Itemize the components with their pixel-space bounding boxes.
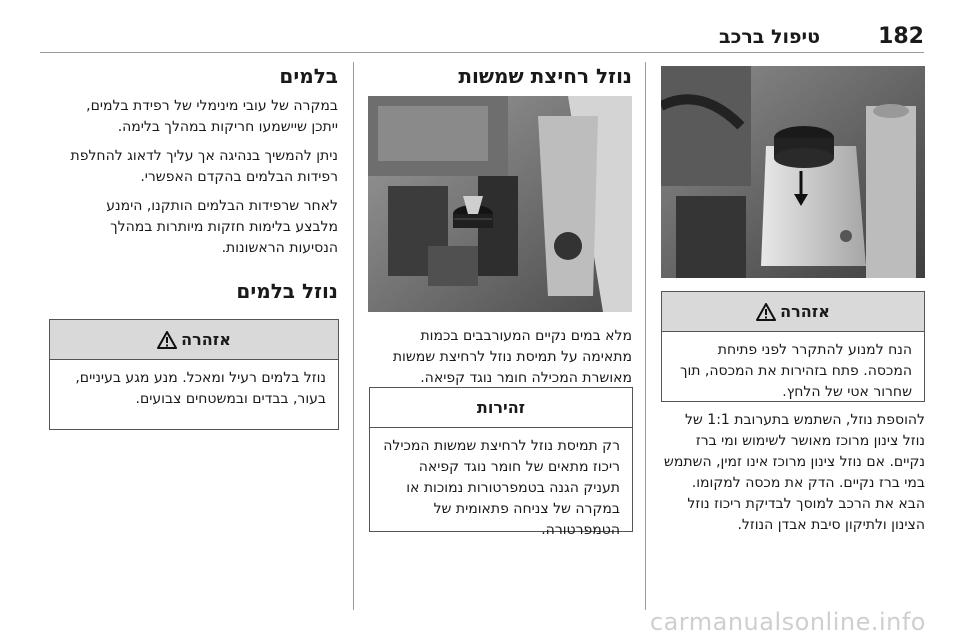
warning-text: נוזל בלמים רעיל ומאכל. מנע מגע בעיניים, בעור, בבדים ובמשטחים צבועים. [75, 370, 326, 407]
brakes-paragraph-3: לאחר שרפידות הבלמים הותקנו, הימנע מלבצע בלימות חזקות מיותרות במהלך הנסיעות הראשונות. [106, 198, 338, 256]
watermark: carmanualsonline.info [649, 608, 926, 636]
column-divider-right [353, 62, 354, 610]
caution-title: זהירות [476, 398, 526, 417]
caution-text: רק תמיסת נוזל לרחיצת שמשות המכילה ריכוז מתאים של חומר נוגד קפיאה תעניק הגנה בטמפרטורות נמוכות או במקרה של צניחה פתאומית של הטמפרטורה. [383, 438, 620, 538]
coolant-reservoir-photo [661, 66, 925, 278]
washer-reservoir-photo [368, 96, 632, 312]
brakes-paragraph-1: במקרה של עובי מינימלי של רפידת בלמים, ייתכן שיישמעו חריקות במהלך בלימה. [86, 98, 338, 135]
page-number: 182 [878, 24, 924, 49]
coolant-text-wrap [661, 410, 925, 536]
coolant-text: להוספת נוזל, השתמש בתערובת 1:1 של נוזל צינון מרוכז מאושר לשימוש ומי ברז נקיים. אם נוזל צינון מרוכז אינו זמין, השתמש במי ברז נקיים. הדק את מכסה למקומו. הבא את הרכב למוסך לבדיקת ריכוז נוזל הצינון ולתיקון סיבת אבדן הנוזל. [663, 412, 925, 533]
washer-fluid-text: מלא במים נקיים המעורבבים בכמות מתאימה על תמיסת נוזל לרחיצת שמשות מאושרת המכילה חומר נוגד קפיאה. [392, 328, 632, 386]
running-header-title: טיפול ברכב [718, 26, 820, 48]
washer-caution-box [369, 387, 633, 538]
brakes-paragraph-2: ניתן להמשיך בנהיגה אך עליך לדאוג להחלפת רפידות הבלמים בהקדם האפשרי. [70, 148, 338, 185]
brakes-title: בלמים [279, 64, 338, 88]
washer-fluid-title-wrap [368, 64, 632, 88]
warning-header [50, 320, 338, 360]
brake-fluid-title: נוזל בלמים [236, 279, 338, 303]
warning-triangle-icon [756, 303, 776, 321]
coolant-warning-text: הנח למנוע להתקרר לפני פתיחת המכסה. פתח בזהירות את המכסה, תוך שחרור אטי של הלחץ. [679, 342, 912, 400]
caution-header [370, 388, 632, 428]
washer-fluid-text-wrap [368, 326, 632, 389]
header-rule [40, 52, 924, 53]
coolant-warning-box [661, 291, 925, 402]
coolant-warning-header [662, 292, 924, 332]
warning-title: אזהרה [181, 330, 231, 349]
brakes-section [62, 64, 338, 303]
washer-fluid-title: נוזל רחיצת שמשות [458, 64, 632, 88]
column-divider-left [645, 62, 646, 610]
warning-triangle-icon [157, 331, 177, 349]
coolant-warning-title: אזהרה [780, 302, 830, 321]
brake-fluid-warning-box [49, 319, 339, 430]
